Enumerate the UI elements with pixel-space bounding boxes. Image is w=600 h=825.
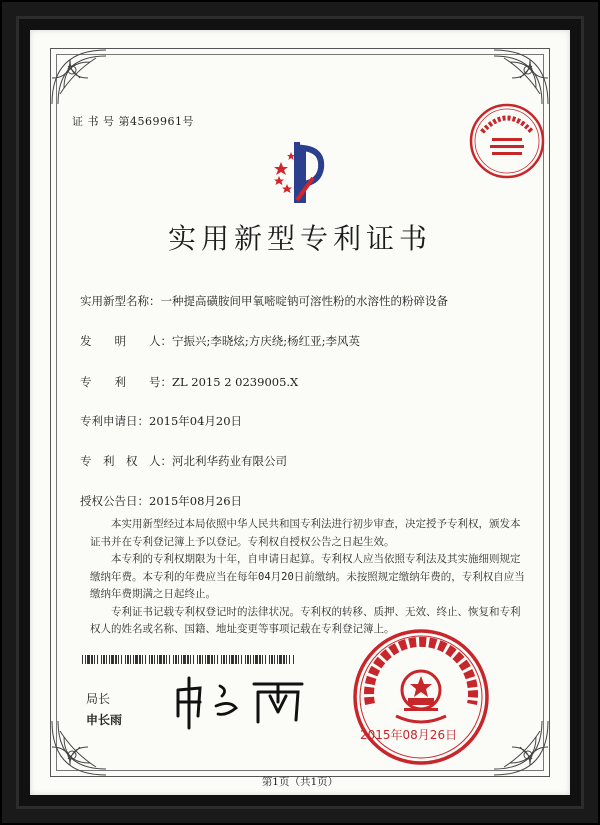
barcode-bar — [255, 655, 258, 664]
barcode-bar — [274, 655, 275, 664]
corner-ornament-icon — [492, 719, 550, 777]
barcode-bar — [121, 655, 122, 664]
barcode-bar — [145, 655, 146, 664]
barcode-bar — [109, 655, 110, 664]
field-value: 2015年04月20日 — [149, 414, 243, 428]
barcode-bar — [94, 655, 95, 664]
barcode-bar — [85, 655, 86, 664]
barcode-bar — [166, 655, 167, 664]
barcode-bar — [205, 655, 206, 664]
page-number: 第1页（共1页） — [261, 776, 339, 788]
national-emblem-seal-icon — [352, 628, 490, 766]
field-label: 专 利 权 人： — [80, 454, 172, 468]
director-name: 申长雨 — [86, 713, 123, 727]
certificate-title: 实用新型专利证书 — [167, 222, 432, 255]
barcode-bar — [175, 655, 177, 664]
barcode-bar — [125, 655, 126, 664]
barcode-bar — [118, 655, 119, 664]
field-value: 宁振兴;李晓炫;方庆绕;杨红亚;李风英 — [172, 334, 360, 348]
body-paragraph: 专利证书记载专利权登记时的法律状况。专利权的转移、质押、无效、终止、恢复和专利权人的姓名或名称、国籍、地址变更等事项记载在专利登记簿上。 — [90, 605, 521, 635]
barcode-bar — [269, 655, 270, 664]
barcode-bar — [91, 655, 93, 664]
barcode-bar — [157, 655, 158, 664]
barcode-bar — [262, 655, 263, 664]
barcode-bar — [279, 655, 282, 664]
barcode-bar — [190, 655, 191, 664]
barcode-bar — [202, 655, 203, 664]
barcode-bar — [277, 655, 278, 664]
barcode-bar — [193, 655, 194, 664]
barcode-bar — [187, 655, 189, 664]
barcode-bar — [259, 655, 261, 664]
barcode-bar — [226, 655, 227, 664]
field-label: 专 利 号： — [80, 375, 172, 389]
small-seal-icon — [468, 102, 546, 180]
barcode-bar — [133, 655, 134, 664]
barcode-bar — [293, 655, 294, 664]
barcode-bar — [235, 655, 237, 664]
barcode-bar — [82, 655, 83, 664]
field-label: 授权公告日： — [80, 494, 149, 508]
barcode-bar — [87, 655, 90, 664]
barcode-bar — [238, 655, 239, 664]
corner-ornament-icon — [50, 48, 108, 106]
field-application-date — [80, 413, 242, 429]
barcode-bar — [197, 655, 198, 664]
barcode-bar — [283, 655, 285, 664]
barcode-bar — [106, 655, 107, 664]
field-utility-model-name — [80, 293, 448, 309]
handwritten-signature — [170, 672, 320, 732]
barcode-bar — [151, 655, 153, 664]
barcode-bar — [178, 655, 179, 664]
barcode-bar — [241, 655, 242, 664]
barcode-bar — [245, 655, 246, 664]
barcode-bar — [214, 655, 215, 664]
body-paragraph: 本实用新型经过本局依照中华人民共和国专利法进行初步审查，决定授予专利权，颁发本证书并在专利登记簿上予以登记。专利权自授权公告之日起生效。 — [90, 518, 521, 548]
field-label: 发 明 人： — [80, 334, 172, 348]
barcode-bar — [101, 655, 102, 664]
barcode-bar — [127, 655, 129, 664]
barcode-bar — [149, 655, 150, 664]
barcode-bar — [169, 655, 170, 664]
patent-office-emblem-icon — [267, 138, 331, 204]
barcode-bar — [181, 655, 182, 664]
field-patentee — [80, 453, 287, 469]
barcode-bar — [163, 655, 165, 664]
field-value: ZL 2015 2 0239005.X — [172, 375, 299, 389]
certificate-number: 证 书 号 第4569961号 — [72, 115, 194, 128]
barcode-bar — [211, 655, 213, 664]
seal-date: 2015年08月26日 — [360, 728, 458, 742]
barcode-bar — [159, 655, 162, 664]
director-title: 局长 — [86, 692, 111, 706]
barcode-bar — [289, 655, 290, 664]
barcode-bar — [154, 655, 155, 664]
barcode-bar — [115, 655, 117, 664]
barcode-bar — [223, 655, 225, 664]
barcode-bar — [229, 655, 230, 664]
barcode-bar — [231, 655, 234, 664]
barcode-bar — [103, 655, 105, 664]
field-patent-number — [80, 374, 298, 390]
barcode-bar — [173, 655, 174, 664]
barcode-bar — [207, 655, 210, 664]
field-grant-date — [80, 493, 242, 509]
barcode-bar — [135, 655, 138, 664]
field-label: 专利申请日： — [80, 414, 149, 428]
barcode-bar — [253, 655, 254, 664]
corner-ornament-icon — [492, 48, 550, 106]
barcode-bar — [139, 655, 141, 664]
barcode-bar — [97, 655, 98, 664]
barcode-bar — [199, 655, 201, 664]
barcode-bar — [221, 655, 222, 664]
barcode-bar — [250, 655, 251, 664]
barcode-bar — [265, 655, 266, 664]
field-label: 实用新型名称： — [80, 294, 161, 308]
barcode-bar — [271, 655, 273, 664]
barcode-bar — [247, 655, 249, 664]
barcode-bar — [142, 655, 143, 664]
barcode-bar — [183, 655, 186, 664]
field-value: 2015年08月26日 — [149, 494, 243, 508]
barcode-bar — [130, 655, 131, 664]
barcode-bar — [286, 655, 287, 664]
barcode-bar — [111, 655, 114, 664]
barcode-icon — [82, 655, 294, 664]
body-paragraph: 本专利的专利权期限为十年，自申请日起算。专利权人应当依照专利法及其实施细则规定缴纳年费。本专利的年费应当在每年04月20日前缴纳。未按照规定缴纳年费的，专利权自应当缴纳年费期满之日起终止。 — [90, 553, 525, 600]
certificate-body — [90, 516, 530, 639]
field-inventors — [80, 333, 360, 349]
barcode-bar — [217, 655, 218, 664]
field-value: 一种提高磺胺间甲氧嘧啶钠可溶性粉的水溶性的粉碎设备 — [160, 294, 448, 308]
field-value: 河北利华药业有限公司 — [172, 454, 287, 468]
certificate-paper — [30, 30, 570, 795]
